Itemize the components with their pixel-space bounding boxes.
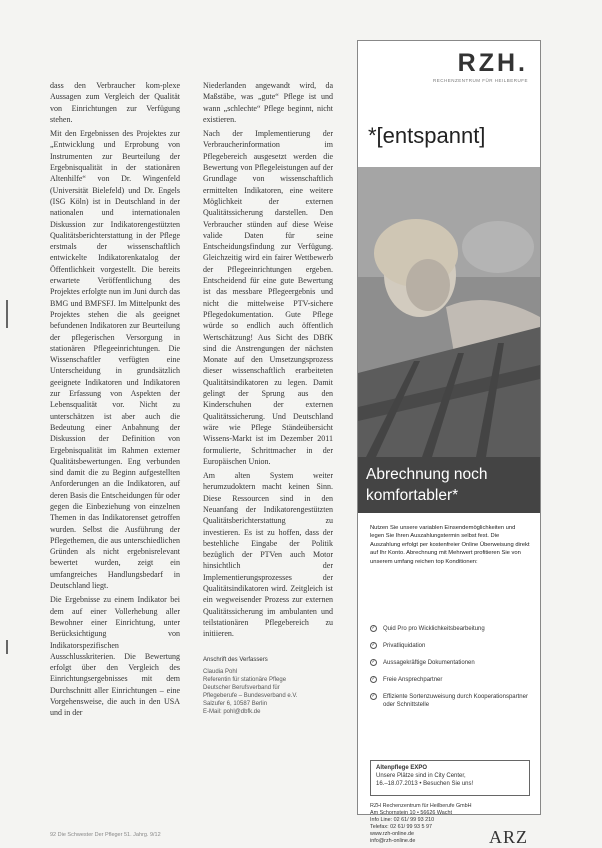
ad-photo xyxy=(358,167,540,457)
ad-feature-item xyxy=(370,659,532,667)
expo-box xyxy=(370,760,530,796)
ad-feature-label: Privatliquidation xyxy=(383,643,426,649)
ad-feature-label: Effiziente Sortenzuweisung durch Kooperationspartner oder Schnittstelle xyxy=(383,694,528,708)
check-icon: ✓ xyxy=(371,693,376,699)
rzh-logo xyxy=(433,49,528,83)
check-icon: ✓ xyxy=(371,676,376,682)
rzh-logo-subtitle: RECHENZENTRUM FÜR HEILBERUFE xyxy=(432,78,528,83)
contact-phone: Info Line: 02 61/ 99 93 210 xyxy=(370,817,435,823)
expo-heading: Altenpflege EXPO xyxy=(376,765,428,771)
article-paragraph: Niederlanden angewandt wird, da Maßstäbe, was „gute“ Pflege ist und wann „schlechte“ Pflege beginnt, nicht existieren. xyxy=(203,81,333,124)
ad-tagline: *[entspannt] xyxy=(368,123,486,148)
ad-intro-text: Nutzen Sie unsere variablen Einsendemöglichkeiten und legen Sie Ihren Auszahlungstermin selbst fest. Die Auszahlung erfolgt per kostenfreier Online Überweisung direkt auf Ihr Konto. Abrechnung mit Mehrwert profitieren Sie von unserem umfang reichen top Konditionen: xyxy=(370,525,530,565)
rzh-advertisement xyxy=(357,40,541,847)
ad-feature-label: Aussagekräftige Dokumentationen xyxy=(383,660,475,666)
author-heading: Anschrift des Verfassers xyxy=(203,656,268,663)
check-icon: ✓ xyxy=(371,625,376,631)
ad-feature-item xyxy=(370,676,532,684)
author-line: Pflegeberufe – Bundesverband e.V. xyxy=(203,692,298,699)
relaxing-person-illustration xyxy=(358,167,540,457)
expo-line: 16.–18.07.2013 • Besuchen Sie uns! xyxy=(376,781,474,787)
arz-logo-text: ARZ xyxy=(489,827,528,847)
ad-headline-line: komfortabler* xyxy=(366,487,459,504)
ad-headline-line: Abrechnung noch xyxy=(366,466,488,483)
ad-feature-item xyxy=(370,642,532,650)
author-line: Referentin für stationäre Pflege xyxy=(203,676,287,683)
ad-feature-item xyxy=(370,625,532,633)
contact-email[interactable]: info@rzh-online.de xyxy=(370,838,416,844)
ad-headline xyxy=(358,457,540,513)
check-icon: ✓ xyxy=(371,659,376,665)
ad-feature-list xyxy=(370,625,532,718)
article-paragraph: Die Ergebnisse zu einem Indikator bei dem auf einer Vollerhebung aller Bewohner einer Einrichtung, unter Berücksichtigung von Indikatorspezifischen Ausschlusskriterien. Die Bewertung erfolgt über den Vergleich des Einrichtungsergebnisses mit dem Durchschnitt aller Einrichtungen – eine Vorgehensweise, die auch in den USA und in der xyxy=(50,595,180,718)
margin-mark xyxy=(6,640,8,654)
ad-contact xyxy=(370,803,488,845)
author-line: Deutscher Berufsverband für xyxy=(203,684,280,691)
article-paragraph: dass den Verbraucher kom-plexe Aussagen zum Vergleich der Qualität von Einrichtungen zur Verfügung stehen. xyxy=(50,81,180,124)
article-column-2 xyxy=(203,80,333,716)
contact-address: Am Schornstein 10 • 56626 Wacht xyxy=(370,810,452,816)
article-column-1 xyxy=(50,80,180,722)
page-footer: 92 Die Schwester Der Pfleger 51. Jahrg. 9/12 xyxy=(50,832,161,838)
author-email[interactable]: E-Mail: pohl@dbfk.de xyxy=(203,708,261,715)
contact-website[interactable]: www.rzh-online.de xyxy=(370,831,415,837)
contact-company: RZH Rechenzentrum für Heilberufe GmbH xyxy=(370,803,472,809)
author-line: Claudia Pohl xyxy=(203,668,238,675)
article-paragraph: Am alten System weiter herumzudoktern macht keinen Sinn. Diese Ressourcen sind in den Neuanfang der Indikatorengestützten Qualitätsberichterstattung zu investieren. Es ist zu hoffen, dass der bestehliche Eingabe der Politik bezüglich der PTVen auch Motor hinsichtlich der Implementierungsprozesses der Qualitätsindikatoren wird. Zeitgleich ist ein wegweisender Prozess zur externen Qualitätssicherung im ambulanten und teilstationären Pflegebereich zu initiieren. xyxy=(203,471,333,639)
arz-logo xyxy=(489,827,528,848)
contact-fax: Telefax: 02 61/ 99 93 5 97 xyxy=(370,824,433,830)
ad-feature-label: Quid Pro pro Wicklichkeitsbearbeitung xyxy=(383,626,485,632)
ad-feature-label: Freie Ansprechpartner xyxy=(383,677,443,683)
article-paragraph: Nach der Implementierung der Verbraucherinformation im Pflegebereich ausgesetzt werden die Bewertung von Pflegeleistungen auf der Grundlage von wissenschaftlich ermittelten Indikatoren, eine weitere Möglichkeit der externen Qualitätssicherung darstellen. Den Verbraucher stünden auf diese Weise valide Daten für seine Entscheidungsfindung zur Verfügung. Gleichzeitig wird ein fairer Wettbewerb der Pflegeeinrichtungen ergeben. Entscheidend für eine gute Bewertung ist das messbare Pflegeergebnis und nicht die mittelweise PTV-sichere Pflegedokumentation. Gute Pflege würde so endlich auch öffentlich Wertschätzung! Aus Sicht des DBfK sind die Anstrengungen der nächsten Monate auf den Umsetzungsprozess dieser wissenschaftlich erarbeiteten Qualitätsindikatoren zu legen. Damit gelingt der Sprung aus den Kinderschuhen der externen Qualitätssicherung. Und Deutschland wäre wie Pflege Ständeübersicht Wissens-Markt ist im Dezember 2011 formulierte, Schrittmacher in der Europäischen Union. xyxy=(203,129,333,466)
margin-mark xyxy=(6,300,8,328)
author-address xyxy=(203,656,333,716)
ad-feature-item xyxy=(370,693,532,709)
author-line: Salzufer 6, 10587 Berlin xyxy=(203,700,268,707)
rzh-logo-text: RZH. xyxy=(457,49,528,77)
expo-line: Unsere Plätze sind in City Center, xyxy=(376,773,466,779)
check-icon: ✓ xyxy=(371,642,376,648)
article-paragraph: Mit den Ergebnissen des Projektes zur „Entwicklung und Erprobung von Instrumenten zur Beurteilung der Ergebnisqualität in der stationären Altenhilfe“ von Dr. Wingenfeld (Universität Bielefeld) und Dr. Engels (ISG Köln) ist in Deutschland in der nationalen und internationalen Diskussion zur Indikatorengestützten Qualitätsberichterstattung in der Pflege erstmals der wissenschaftlich entwickelte Indikatorenkatalog der Öffentlichkeit vorgestellt. Die bereits erwartete Veröffentlichung des Projektes erfolgte nun im Juni durch das BMG und BMFSFJ. Im Mittelpunkt des Projektes stehen die als geeignet befundenen Indikatoren zur Beurteilung der pflegerischen Versorgung in stationären Pflegeeinrichtungen. Die Wissenschaftler verfügten eine Unterscheidung in grundsätzlich geeignete Indikatoren und Indikatoren zur Erfassung von Aspekten der Lebensqualität vor. Nicht zu unterschätzen ist aber auch die Bedeutung einer Anbahnung der Diskussion der Definition von Ergebnisqualität im Rahmen externer Qualitätsbewertungen. Eng verbunden sind damit die zu Beginn aufgestellten Anforderungen an die Indikatoren, auf deren Basis die Entscheidungen für oder gegen die Einbeziehung von einzelnen Themen in das Indikatorenset getroffen wurden. Selbst die Ausführung der Pflegethemen, die aus unterschiedlichen Gründen als nicht ergebnisrelevant bewertet wurden, zeigt ein umfangreiches Handlungsbedarf in Deutschland liegt. xyxy=(50,129,180,591)
